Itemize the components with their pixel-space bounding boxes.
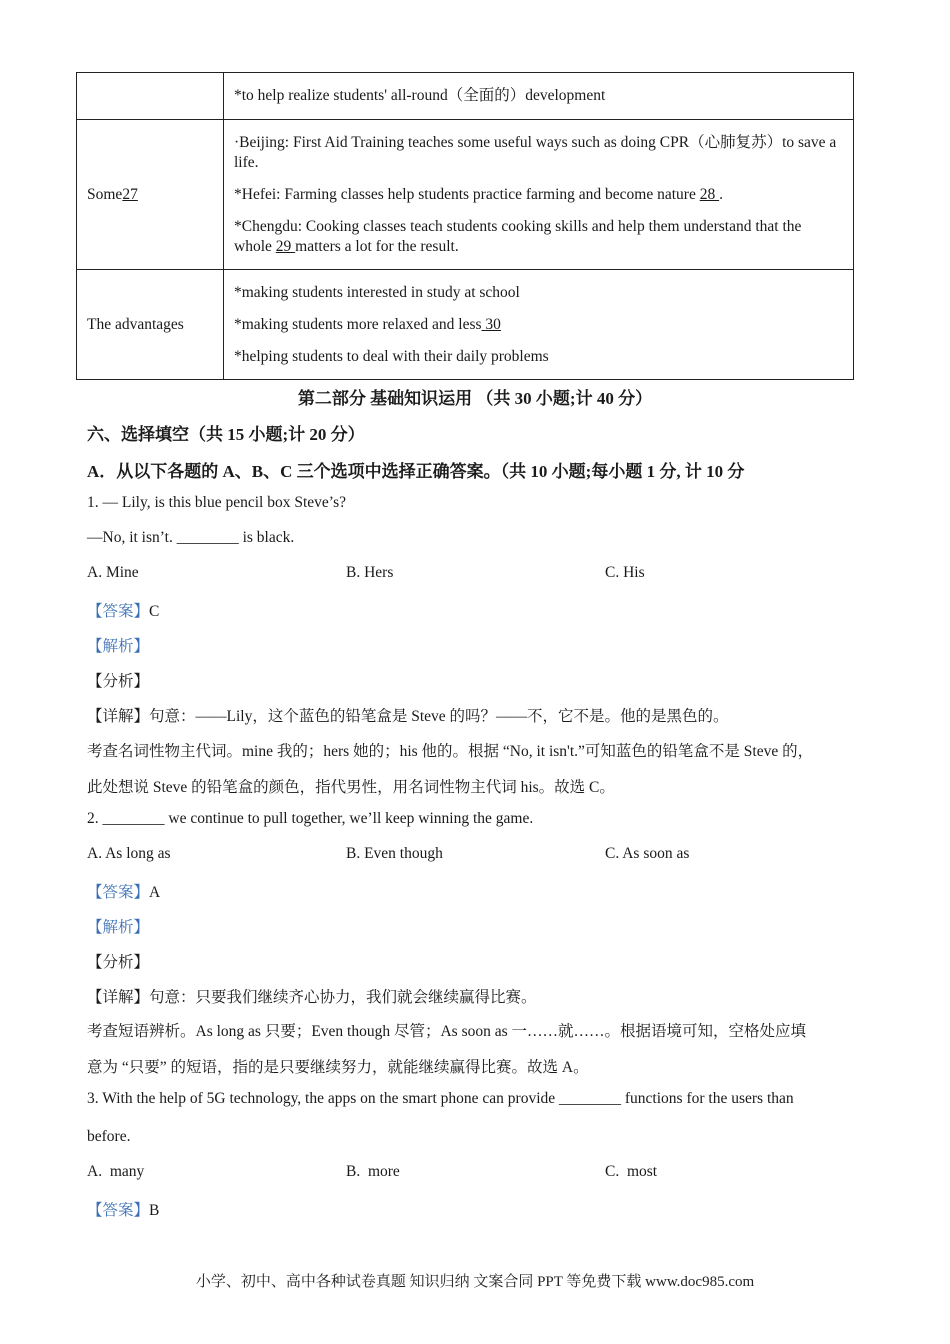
table-cell: [224, 270, 854, 380]
option-letter: A.: [87, 1163, 103, 1180]
option-text: most: [626, 1163, 658, 1180]
q2-option-c: C. As soon as: [605, 845, 690, 862]
option-letter: C.: [605, 1163, 620, 1180]
chengdu-text: [234, 217, 843, 257]
q3-answer: [87, 1198, 159, 1220]
answer-label: 【答案】: [87, 884, 150, 901]
q1-explanation-line1: 考查名词性物主代词。mine 我的；hers 她的；his 他的。根据 “No, it isn't.”可知蓝色的铅笔盒不是 Steve 的，: [87, 743, 814, 760]
chengdu-prefix: *Chengdu: Cooking classes teach students cooking skills and help them understand that the whole: [234, 217, 802, 255]
advantage-2-prefix: *making students more relaxed and less: [234, 315, 482, 333]
table-row: [77, 73, 854, 120]
answer-value: A: [149, 884, 161, 901]
blank-28: 28: [699, 185, 720, 203]
advantage-3: *helping students to deal with their daily problems: [234, 347, 549, 365]
answer-value: C: [149, 603, 160, 620]
advantage-1: *making students interested in study at school: [234, 283, 520, 301]
detail-text: 句意：——Lily，这个蓝色的铅笔盒是 Steve 的吗？——不，它不是。他的是黑色的。: [149, 708, 729, 725]
q1-explain-label: 【解析】: [87, 638, 150, 655]
blank-29: 29: [275, 237, 296, 255]
q2-option-b: B. Even though: [346, 845, 443, 862]
option-text: more: [367, 1163, 400, 1180]
table-cell-label: [77, 120, 224, 270]
q1-analysis-label: 【分析】: [87, 673, 150, 690]
summary-table: [76, 72, 854, 380]
part-title: 第二部分 基础知识运用 （共 30 小题;计 40 分）: [297, 389, 653, 408]
hefei-suffix: .: [719, 185, 723, 203]
table-row: [77, 120, 854, 270]
table-cell-label: The advantages: [77, 270, 224, 380]
option-text: many: [109, 1163, 145, 1180]
q1-explanation-line2: 此处想说 Steve 的铅笔盒的颜色，指代男性，用名词性物主代词 his。故选 C。: [87, 779, 615, 796]
detail-label: 【详解】: [87, 708, 150, 725]
q2-answer: [87, 880, 160, 902]
detail-label: 【详解】: [87, 989, 150, 1006]
answer-label: 【答案】: [87, 1202, 150, 1219]
q3-option-b: [346, 1163, 400, 1181]
q3-option-c: [605, 1163, 657, 1181]
q2-option-a: A. As long as: [87, 845, 171, 862]
q2-detail: [87, 985, 537, 1007]
q1-prompt-line1: 1. — Lily, is this blue pencil box Steve’s?: [87, 494, 347, 511]
section-a-instructions: A．从以下各题的 A、B、C 三个选项中选择正确答案。（共 10 小题;每小题 1 分, 计 10 分: [87, 462, 745, 481]
q2-prompt: 2. ________ we continue to pull together, we’ll keep winning the game.: [87, 810, 534, 827]
table-cell: [224, 73, 854, 120]
blank-27: 27: [122, 185, 138, 203]
detail-text: 句意：只要我们继续齐心协力，我们就会继续赢得比赛。: [149, 989, 537, 1006]
table-text: *to help realize students' all-round（全面的）development: [234, 87, 606, 104]
answer-label: 【答案】: [87, 603, 150, 620]
q3-prompt-line1: 3. With the help of 5G technology, the apps on the smart phone can provide ________ functions for the users than: [87, 1090, 794, 1107]
q1-detail: [87, 704, 729, 726]
section-title: 六、选择填空（共 15 小题;计 20 分）: [87, 425, 365, 444]
chengdu-suffix: matters a lot for the result.: [295, 237, 459, 255]
q2-explanation-line2: 意为 “只要” 的短语，指的是只要继续努力，就能继续赢得比赛。故选 A。: [87, 1059, 589, 1076]
q2-explanation-line1: 考查短语辨析。As long as 只要；Even though 尽管；As soon as 一……就……。根据语境可知，空格处应填: [87, 1023, 807, 1040]
table-row: [77, 270, 854, 380]
hefei-prefix: *Hefei: Farming classes help students practice farming and become nature: [234, 185, 700, 203]
q2-analysis-label: 【分析】: [87, 954, 150, 971]
q3-prompt-line2: before.: [87, 1128, 131, 1145]
q1-option-b: B. Hers: [346, 564, 394, 581]
q1-prompt-line2: —No, it isn’t. ________ is black.: [87, 529, 295, 546]
page-footer: 小学、初中、高中各种试卷真题 知识归纳 文案合同 PPT 等免费下载 www.doc985.com: [195, 1274, 755, 1290]
q1-option-a: A. Mine: [87, 564, 139, 581]
option-letter: B.: [346, 1163, 361, 1180]
blank-30: 30: [481, 315, 501, 333]
advantage-2: [234, 315, 843, 335]
label-text: Some: [87, 185, 123, 203]
q1-answer: [87, 599, 159, 621]
answer-value: B: [149, 1202, 160, 1219]
q3-option-a: [87, 1163, 144, 1181]
q1-option-c: C. His: [605, 564, 645, 581]
table-cell-empty: [77, 73, 224, 120]
hefei-text: [234, 185, 843, 205]
beijing-text: ·Beijing: First Aid Training teaches some useful ways such as doing CPR（心肺复苏）to save a life.: [234, 133, 837, 171]
table-cell: [224, 120, 854, 270]
q2-explain-label: 【解析】: [87, 919, 150, 936]
